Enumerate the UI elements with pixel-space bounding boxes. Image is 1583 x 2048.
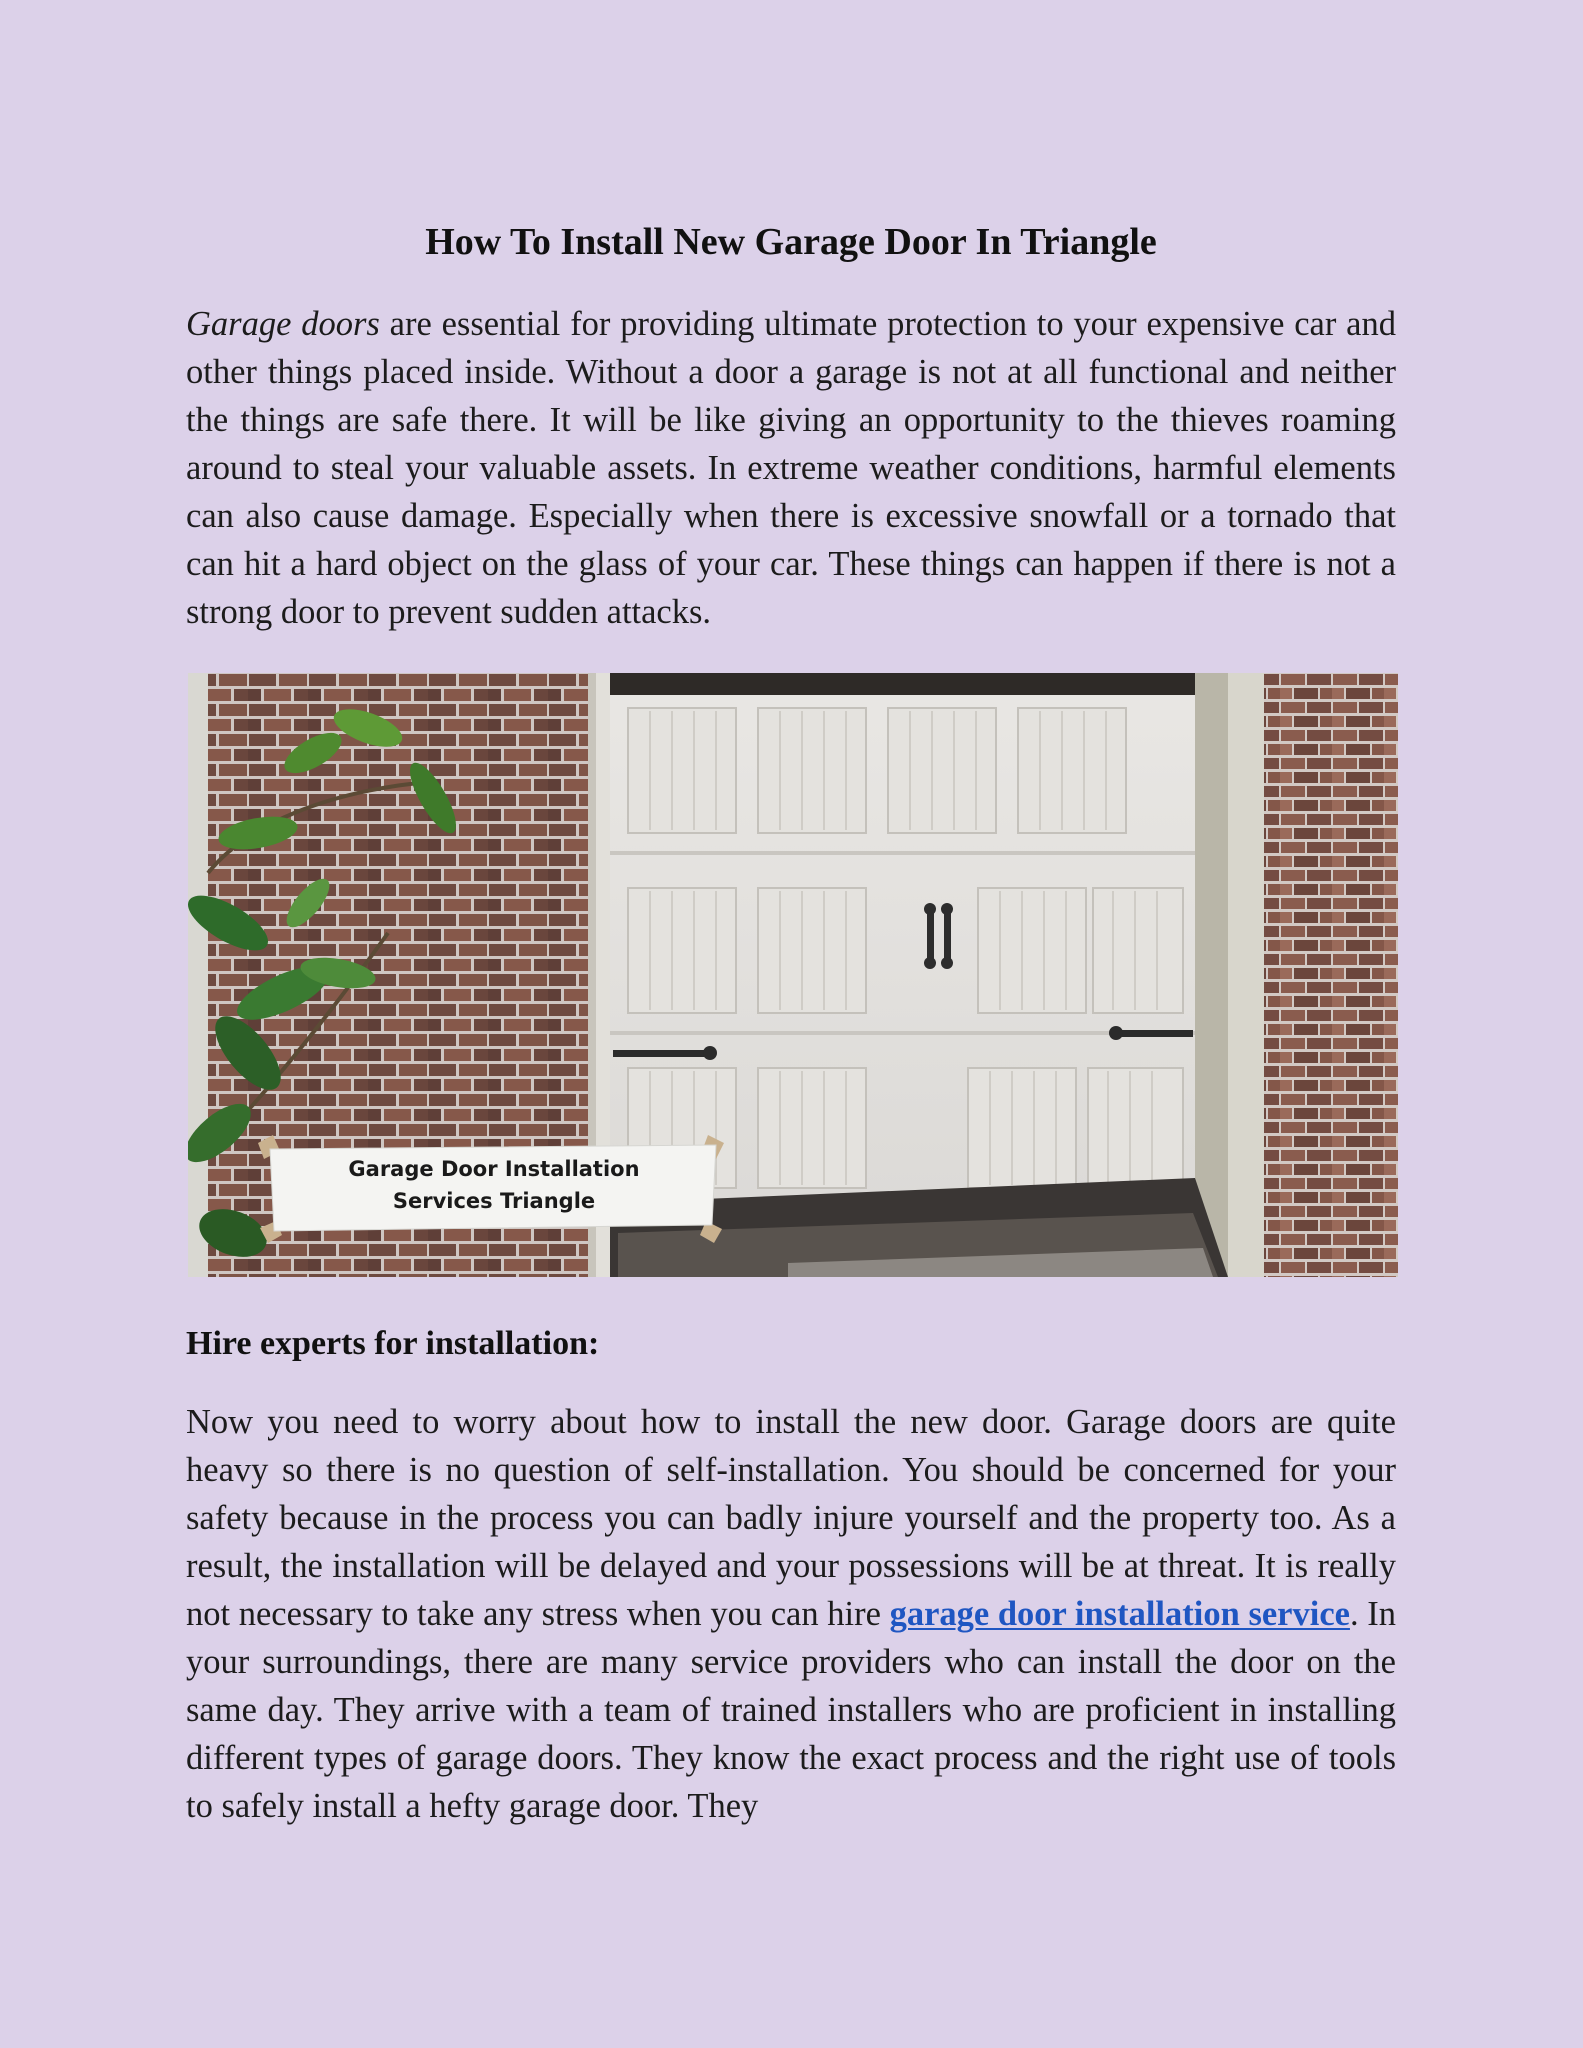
garage-door-photo xyxy=(188,673,1398,1277)
caption-line-1: Garage Door Installation xyxy=(348,1157,640,1181)
section-text-after-link: . In your surroundings, there are many service providers who can install the door on the same day. They arrive with a team of trained installers who are proficient in installing different types of garage doors. They know the exact process and the right use of tools to safely install a hefty garage door. They xyxy=(186,1595,1396,1825)
garage-door-installation-service-link[interactable]: garage door installation service xyxy=(889,1595,1350,1633)
section-paragraph xyxy=(186,1398,1396,1830)
page-title: How To Install New Garage Door In Triangle xyxy=(425,221,1157,263)
caption-line-2: Services Triangle xyxy=(392,1189,596,1213)
intro-paragraph xyxy=(186,300,1396,636)
section-text-before-link: Now you need to worry about how to install the new door. Garage doors are quite heavy so there is no question of self-installation. You should be concerned for your safety because in the process you can badly injure yourself and the property too. As a result, the installation will be delayed and your possessions will be at threat. It is really not necessary to take any stress when you can hire xyxy=(186,1403,1396,1633)
section-heading: Hire experts for installation: xyxy=(186,1325,600,1362)
intro-text: are essential for providing ultimate protection to your expensive car and other things placed inside. Without a door a garage is not at all functional and neither the things are safe there. It will be like giving an opportunity to the thieves roaming around to steal your valuable assets. In extreme weather conditions, harmful elements can also cause damage. Especially when there is excessive snowfall or a tornado that can hit a hard object on the glass of your car. These things can happen if there is not a strong door to prevent sudden attacks. xyxy=(186,305,1396,631)
intro-lead-italic: Garage doors xyxy=(186,305,380,343)
